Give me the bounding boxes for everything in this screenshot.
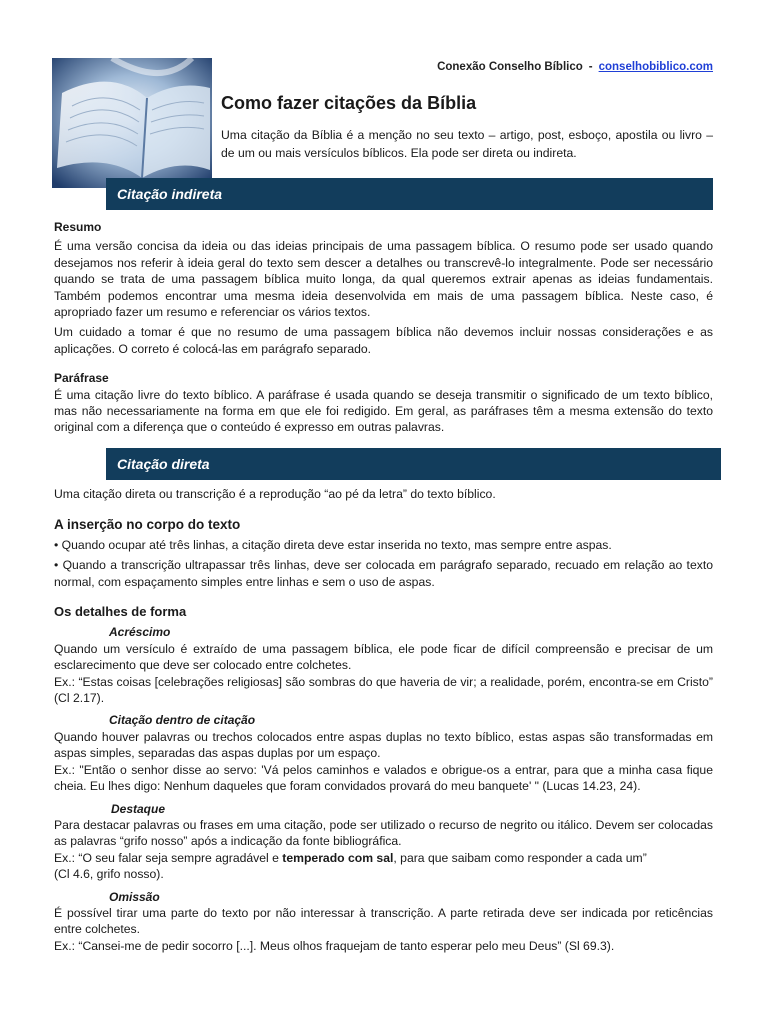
site-link[interactable]: conselhobiblico.com xyxy=(598,61,713,73)
omissao-example: Ex.: “Cansei-me de pedir socorro [...]. Meus olhos fraquejam de tanto esperar pelo meu Deus” (Sl 69.3). xyxy=(54,938,615,953)
direct-intro: Uma citação direta ou transcrição é a reprodução “ao pé da letra” do texto bíblico. xyxy=(54,487,496,501)
citacao-dentro-label: Citação dentro de citação xyxy=(109,713,256,728)
section-heading-direct: Citação direta xyxy=(106,448,721,480)
bullet-item: • Quando ocupar até três linhas, a citação direta deve estar inserida no texto, mas sempre entre aspas. xyxy=(54,537,612,552)
citacao-dentro-text: Quando houver palavras ou trechos colocados entre aspas duplas no texto bíblico, estas aspas são transformadas em aspas simples, separadas das aspas duplas por um espaço. xyxy=(54,729,713,761)
bullet-dot: • xyxy=(54,558,59,573)
omissao-label: Omissão xyxy=(109,889,160,904)
destaque-label: Destaque xyxy=(111,801,166,816)
indirect-section xyxy=(54,219,713,436)
parafrase-label: Paráfrase xyxy=(54,371,109,386)
destaque-reference: (Cl 4.6, grifo nosso). xyxy=(54,867,164,882)
destaque-text: Para destacar palavras ou frases em uma citação, pode ser utilizado o recurso de negrito ou itálico. Devem ser colocadas as palavras “grifo nosso” após a indicação da fonte bibliográfica. xyxy=(54,817,713,849)
direct-section xyxy=(54,486,713,954)
acrescimo-example: Ex.: “Estas coisas [celebrações religiosas] são sombras do que haveria de vir; a realidade, porém, encontra-se em Cristo” (Cl 2.17). xyxy=(54,674,713,706)
resumo-paragraph-1: É uma versão concisa da ideia ou das ideias principais de uma passagem bíblica. O resumo pode ser usado quando desejamos nos referir à ideia geral do texto sem descer a detalhes ou transcrevê-lo integralmente. Pode ser necessário quando se trata de uma passagem bíblica muito longa, da qual queremos extrair apenas as ideias fundamentais. Também podemos encontrar uma mesma ideia desenvolvida em mais de uma passagem bíblica. Neste caso, é apropriado fazer um resumo e referenciar os vários textos. xyxy=(54,239,713,320)
section-heading-indirect: Citação indireta xyxy=(106,178,713,210)
resumo-label: Resumo xyxy=(54,220,102,234)
acrescimo-label: Acréscimo xyxy=(109,625,171,640)
destaque-example: Ex.: “O seu falar seja sempre agradável e temperado com sal, para que saibam como responder a cada um” xyxy=(54,850,647,865)
bullet-dot: • xyxy=(54,537,59,552)
resumo-paragraph-2: Um cuidado a tomar é que no resumo de uma passagem bíblica não devemos incluir nossas considerações e as aplicações. O correto é colocá-las em parágrafo separado. xyxy=(54,325,713,356)
parafrase-paragraph: É uma citação livre do texto bíblico. A paráfrase é usada quando se deseja transmitir o significado de um texto bíblico, mas não necessariamente na forma em que ele foi redigido. Em geral, as paráfrases têm a mesma extensão do texto original com a diferença que o conteúdo é expresso em outras palavras. xyxy=(54,387,713,435)
citacao-dentro-example: Ex.: "Então o senhor disse ao servo: 'Vá pelos caminhos e valados e obrigue-os a entrar, para que a minha casa fique cheia. Eu lhes digo: Nenhum daqueles que foram convidados provará do meu banquete' " (Lucas 14.23, 24). xyxy=(54,762,713,794)
page-header xyxy=(330,61,713,73)
intro-paragraph: Uma citação da Bíblia é a menção no seu texto – artigo, post, esboço, apostila ou livro – de um ou mais versículos bíblicos. Ela pode ser direta ou indireta. xyxy=(221,128,713,160)
open-bible-image xyxy=(52,58,212,188)
site-name: Conexão Conselho Bíblico xyxy=(437,61,583,73)
omissao-text: É possível tirar uma parte do texto por não interessar à transcrição. A parte retirada deve ser indicada por reticências entre colchetes. xyxy=(54,905,713,937)
bullet-item: • Quando a transcrição ultrapassar três linhas, deve ser colocada em parágrafo separado, recuado em relação ao texto normal, com espaçamento simples entre linhas e sem o uso de aspas. xyxy=(54,558,713,589)
destaque-bold-text: temperado com sal xyxy=(282,850,394,865)
header-separator: - xyxy=(588,61,593,73)
detalhes-heading: Os detalhes de forma xyxy=(54,604,187,620)
page-title: Como fazer citações da Bíblia xyxy=(221,93,477,113)
acrescimo-text: Quando um versículo é extraído de uma passagem bíblica, ele pode ficar de difícil compreensão e precisar de um esclarecimento que deve ser colocado entre colchetes. xyxy=(54,641,713,673)
insercao-heading: A inserção no corpo do texto xyxy=(54,517,241,533)
